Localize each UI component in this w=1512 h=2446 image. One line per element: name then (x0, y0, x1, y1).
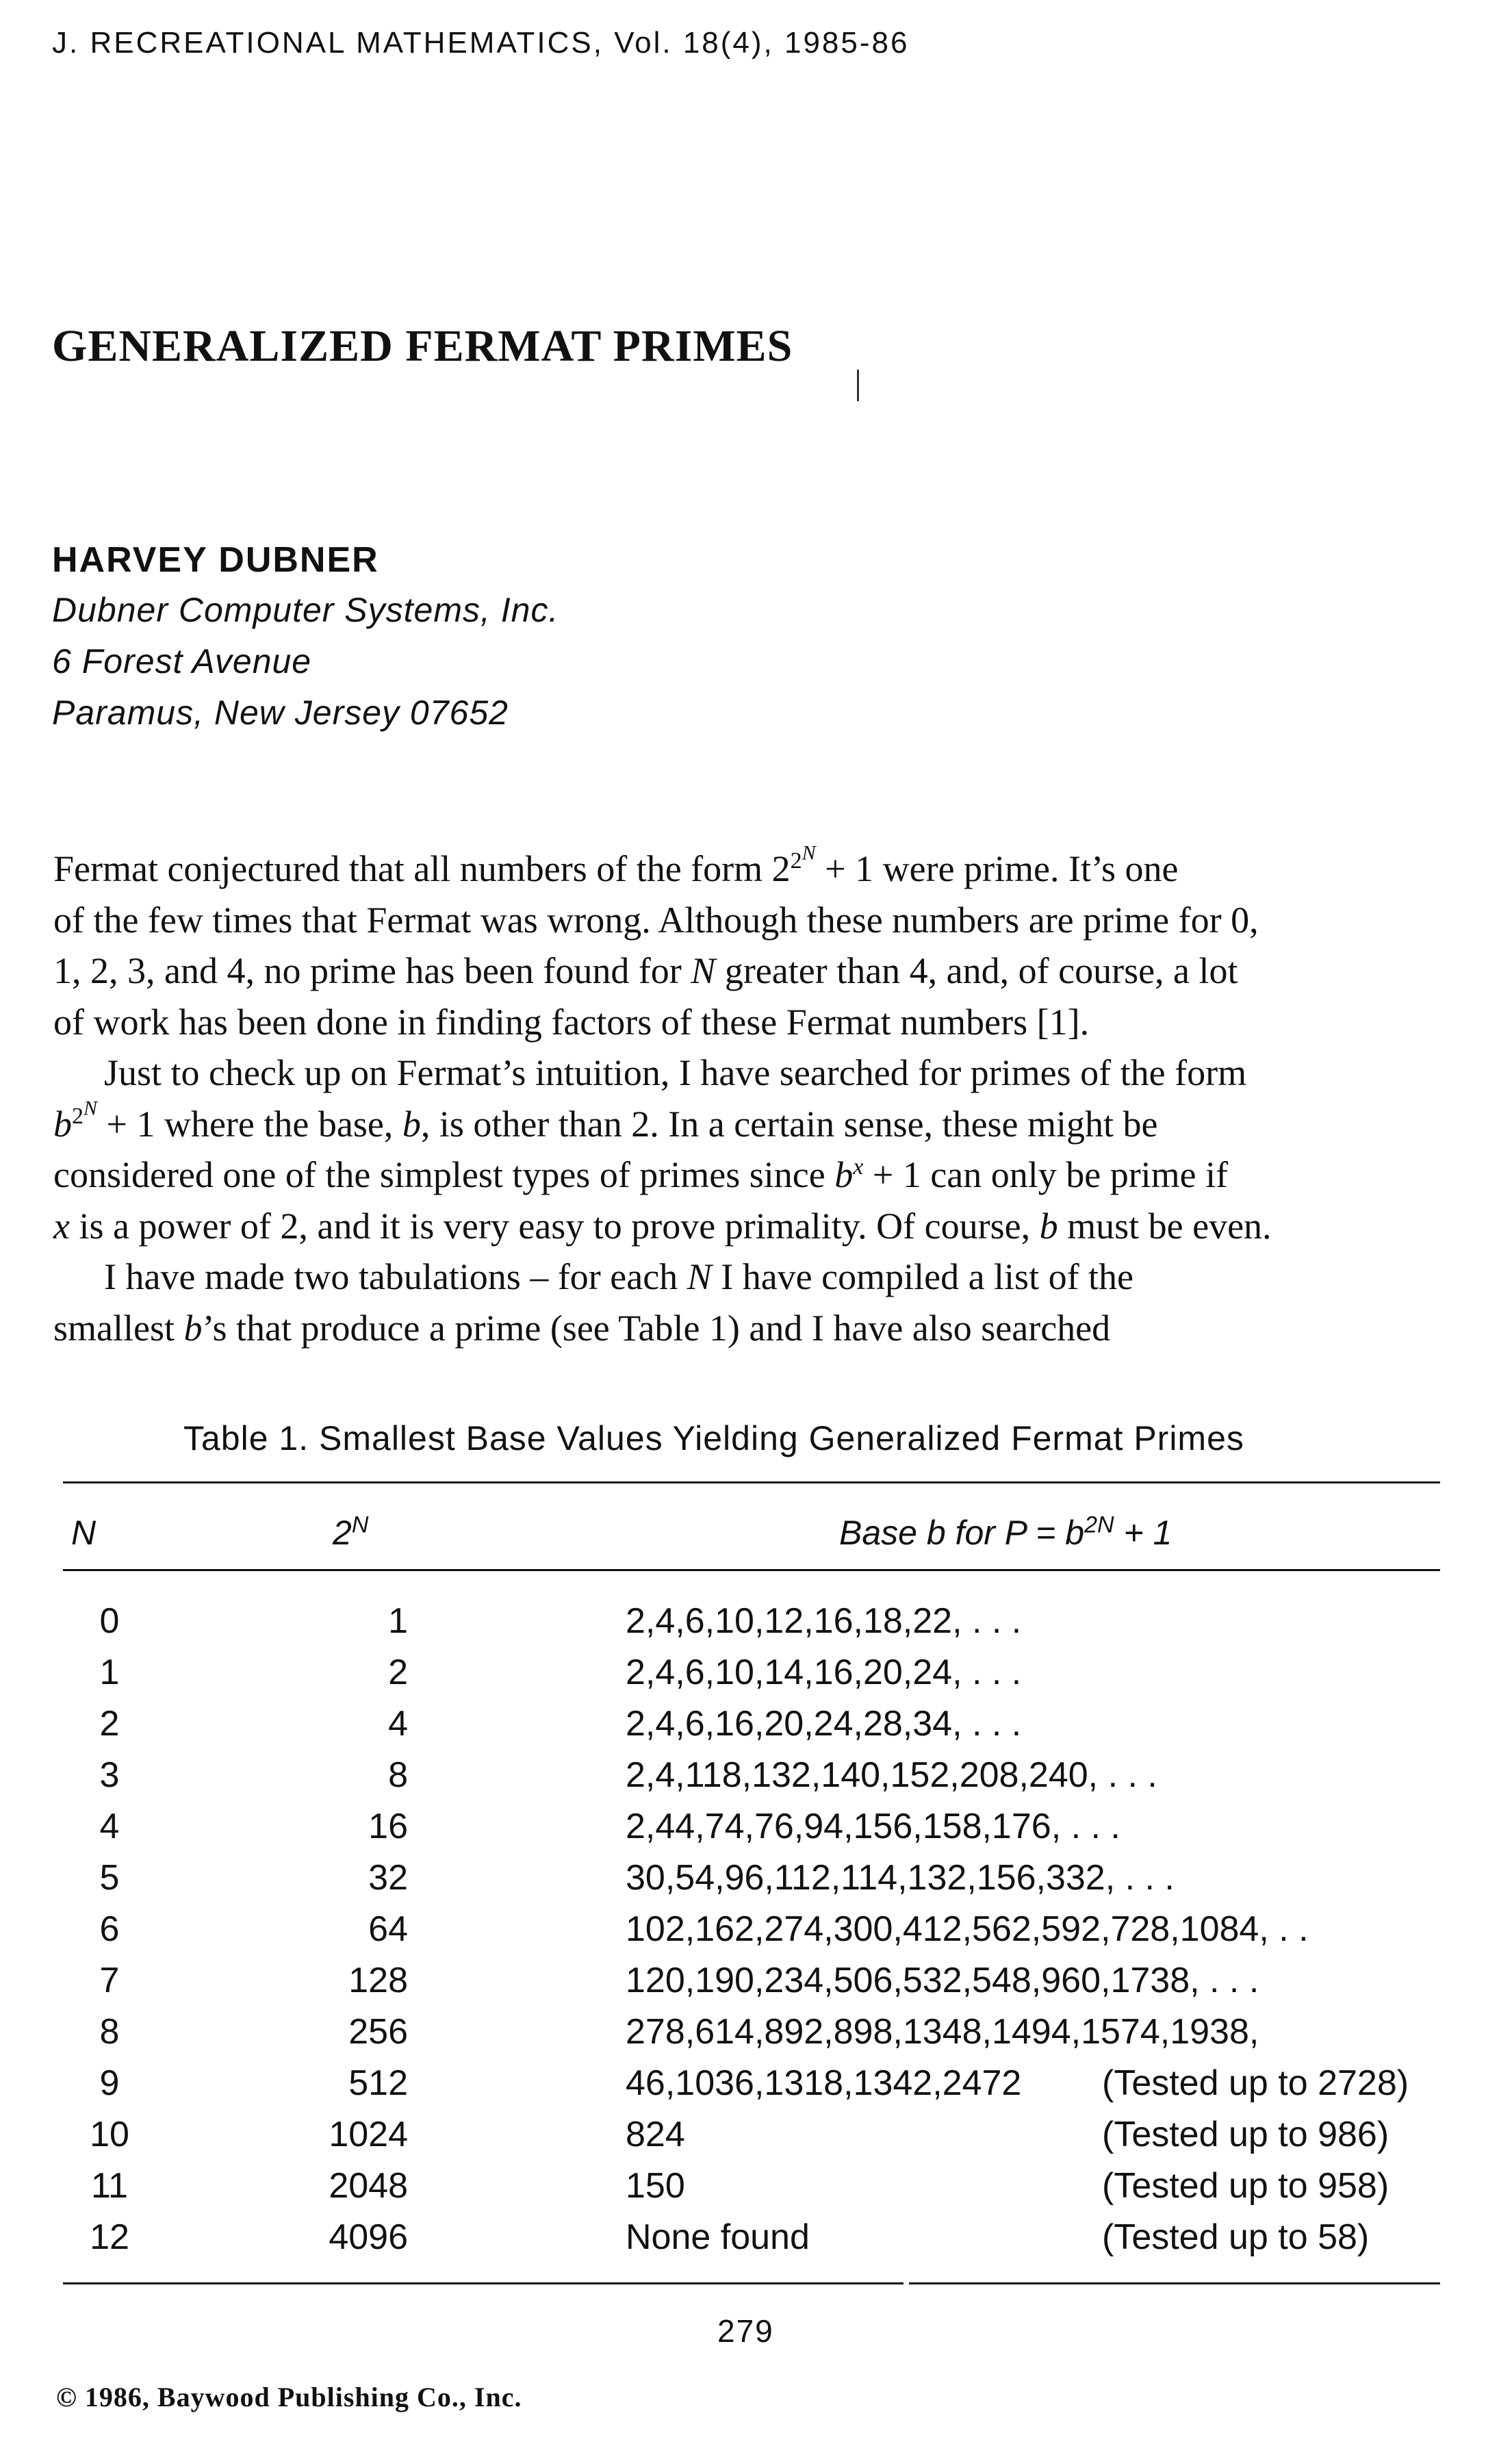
cell-n: 5 (99, 1858, 120, 1898)
cell-bases: 2,4,6,10,12,16,18,22, . . . (626, 1601, 1022, 1641)
table-row (0, 2217, 1512, 2268)
cell-bases: 2,4,6,16,20,24,28,34, . . . (626, 1704, 1022, 1744)
table-row (0, 1857, 1512, 1909)
cell-bases: 824 (626, 2115, 685, 2154)
cell-2n: 4 (388, 1704, 408, 1744)
cell-bases: 46,1036,1318,1342,2472 (626, 2063, 1022, 2103)
body-line: Fermat conjectured that all numbers of the form $2^{2^N} + 1$ were prime. It’s one (53, 841, 1179, 889)
cell-n: 6 (99, 1909, 120, 1949)
cell-2n: 32 (368, 1858, 408, 1898)
cell-2n: 8 (388, 1755, 408, 1795)
cell-tested: (Tested up to 958) (1102, 2166, 1389, 2206)
cell-bases: 30,54,96,112,114,132,156,332, . . . (626, 1858, 1175, 1898)
journal-header: J. RECREATIONAL MATHEMATICS, Vol. 18(4), 1985-86 (52, 26, 910, 60)
table-row (0, 2011, 1512, 2063)
cell-bases: 2,44,74,76,94,156,158,176, . . . (626, 1807, 1120, 1846)
cell-bases: None found (626, 2217, 810, 2257)
cell-n: 0 (99, 1601, 120, 1641)
table-row (0, 1601, 1512, 1652)
stray-mark (857, 370, 859, 401)
table-row (0, 1909, 1512, 1960)
cell-tested: (Tested up to 58) (1102, 2217, 1370, 2257)
cell-2n: 128 (348, 1961, 408, 2000)
affiliation-city: Paramus, New Jersey 07652 (52, 693, 509, 732)
table-body (0, 1601, 1512, 2268)
affiliation-company: Dubner Computer Systems, Inc. (52, 591, 559, 629)
cell-n: 2 (99, 1704, 120, 1744)
cell-2n: 16 (368, 1807, 408, 1846)
author-name: HARVEY DUBNER (52, 540, 379, 580)
cell-2n: 256 (348, 2012, 408, 2052)
table-row (0, 2165, 1512, 2217)
table-row (0, 1806, 1512, 1857)
body-line: I have made two tabulations – for each N I have compiled a list of the (104, 1256, 1134, 1297)
copyright-notice: © 1986, Baywood Publishing Co., Inc. (56, 2382, 522, 2412)
cell-2n: 1 (388, 1601, 408, 1641)
table-rule-top (63, 1481, 1440, 1483)
table-row (0, 1755, 1512, 1806)
cell-n: 11 (91, 2166, 128, 2206)
article-title: GENERALIZED FERMAT PRIMES (52, 321, 793, 371)
table-row (0, 1652, 1512, 1703)
cell-2n: 2 (388, 1653, 408, 1692)
cell-n: 7 (99, 1961, 120, 2000)
cell-n: 12 (90, 2217, 129, 2257)
cell-2n: 2048 (329, 2166, 408, 2206)
cell-n: 3 (99, 1755, 120, 1795)
table-rule-header (63, 1569, 1440, 1571)
cell-tested: (Tested up to 2728) (1102, 2063, 1409, 2103)
body-line: of work has been done in finding factors of these Fermat numbers [1]. (53, 1001, 1090, 1043)
body-line: 1, 2, 3, and 4, no prime has been found for N greater than 4, and, of course, a lot (53, 950, 1238, 991)
cell-n: 8 (99, 2012, 120, 2052)
page-number: 279 (717, 2313, 774, 2349)
body-line: of the few times that Fermat was wrong. Although these numbers are prime for 0, (53, 899, 1259, 941)
table-row (0, 1960, 1512, 2011)
cell-bases: 120,190,234,506,532,548,960,1738, . . . (626, 1961, 1259, 2000)
cell-n: 1 (99, 1653, 120, 1692)
body-text (53, 843, 1422, 1353)
body-line: Just to check up on Fermat’s intuition, I have searched for primes of the form (104, 1052, 1247, 1093)
table-row (0, 1703, 1512, 1755)
cell-2n: 1024 (329, 2115, 408, 2154)
cell-bases: 150 (626, 2166, 685, 2206)
column-header-base: Base b for $P = b^{2N} + 1$ (839, 1512, 1173, 1552)
cell-tested: (Tested up to 986) (1102, 2115, 1389, 2154)
body-line: $b^{2^N} + 1$ where the base, b, is other than 2. In a certain sense, these might be (53, 1097, 1158, 1145)
body-line: x is a power of 2, and it is very easy to prove primality. Of course, b must be even. (53, 1205, 1272, 1247)
table-row (0, 2114, 1512, 2165)
cell-bases: 2,4,6,10,14,16,20,24, . . . (626, 1653, 1022, 1692)
body-line: considered one of the simplest types of primes since $b^x + 1$ can only be prime if (53, 1154, 1229, 1195)
table-rule-bottom (63, 2282, 1440, 2284)
cell-2n: 512 (348, 2063, 408, 2103)
affiliation-street: 6 Forest Avenue (52, 642, 312, 680)
table-row (0, 2063, 1512, 2114)
author-block (52, 535, 559, 739)
cell-n: 4 (99, 1807, 120, 1846)
body-line: smallest b’s that produce a prime (see Table 1) and I have also searched (53, 1307, 1111, 1349)
cell-bases: 102,162,274,300,412,562,592,728,1084, . . (626, 1909, 1309, 1949)
table-caption: Table 1. Smallest Base Values Yielding Generalized Fermat Primes (183, 1419, 1244, 1457)
cell-2n: 4096 (329, 2217, 408, 2257)
table-rule-gap (904, 2280, 909, 2286)
cell-2n: 64 (368, 1909, 408, 1949)
cell-bases: 2,4,118,132,140,152,208,240, . . . (626, 1755, 1157, 1795)
cell-bases: 278,614,892,898,1348,1494,1574,1938, (626, 2012, 1259, 2052)
cell-n: 10 (90, 2115, 129, 2154)
column-header-n: N (71, 1514, 97, 1552)
column-header-2n: $2^N$ (333, 1512, 369, 1552)
cell-n: 9 (99, 2063, 120, 2103)
